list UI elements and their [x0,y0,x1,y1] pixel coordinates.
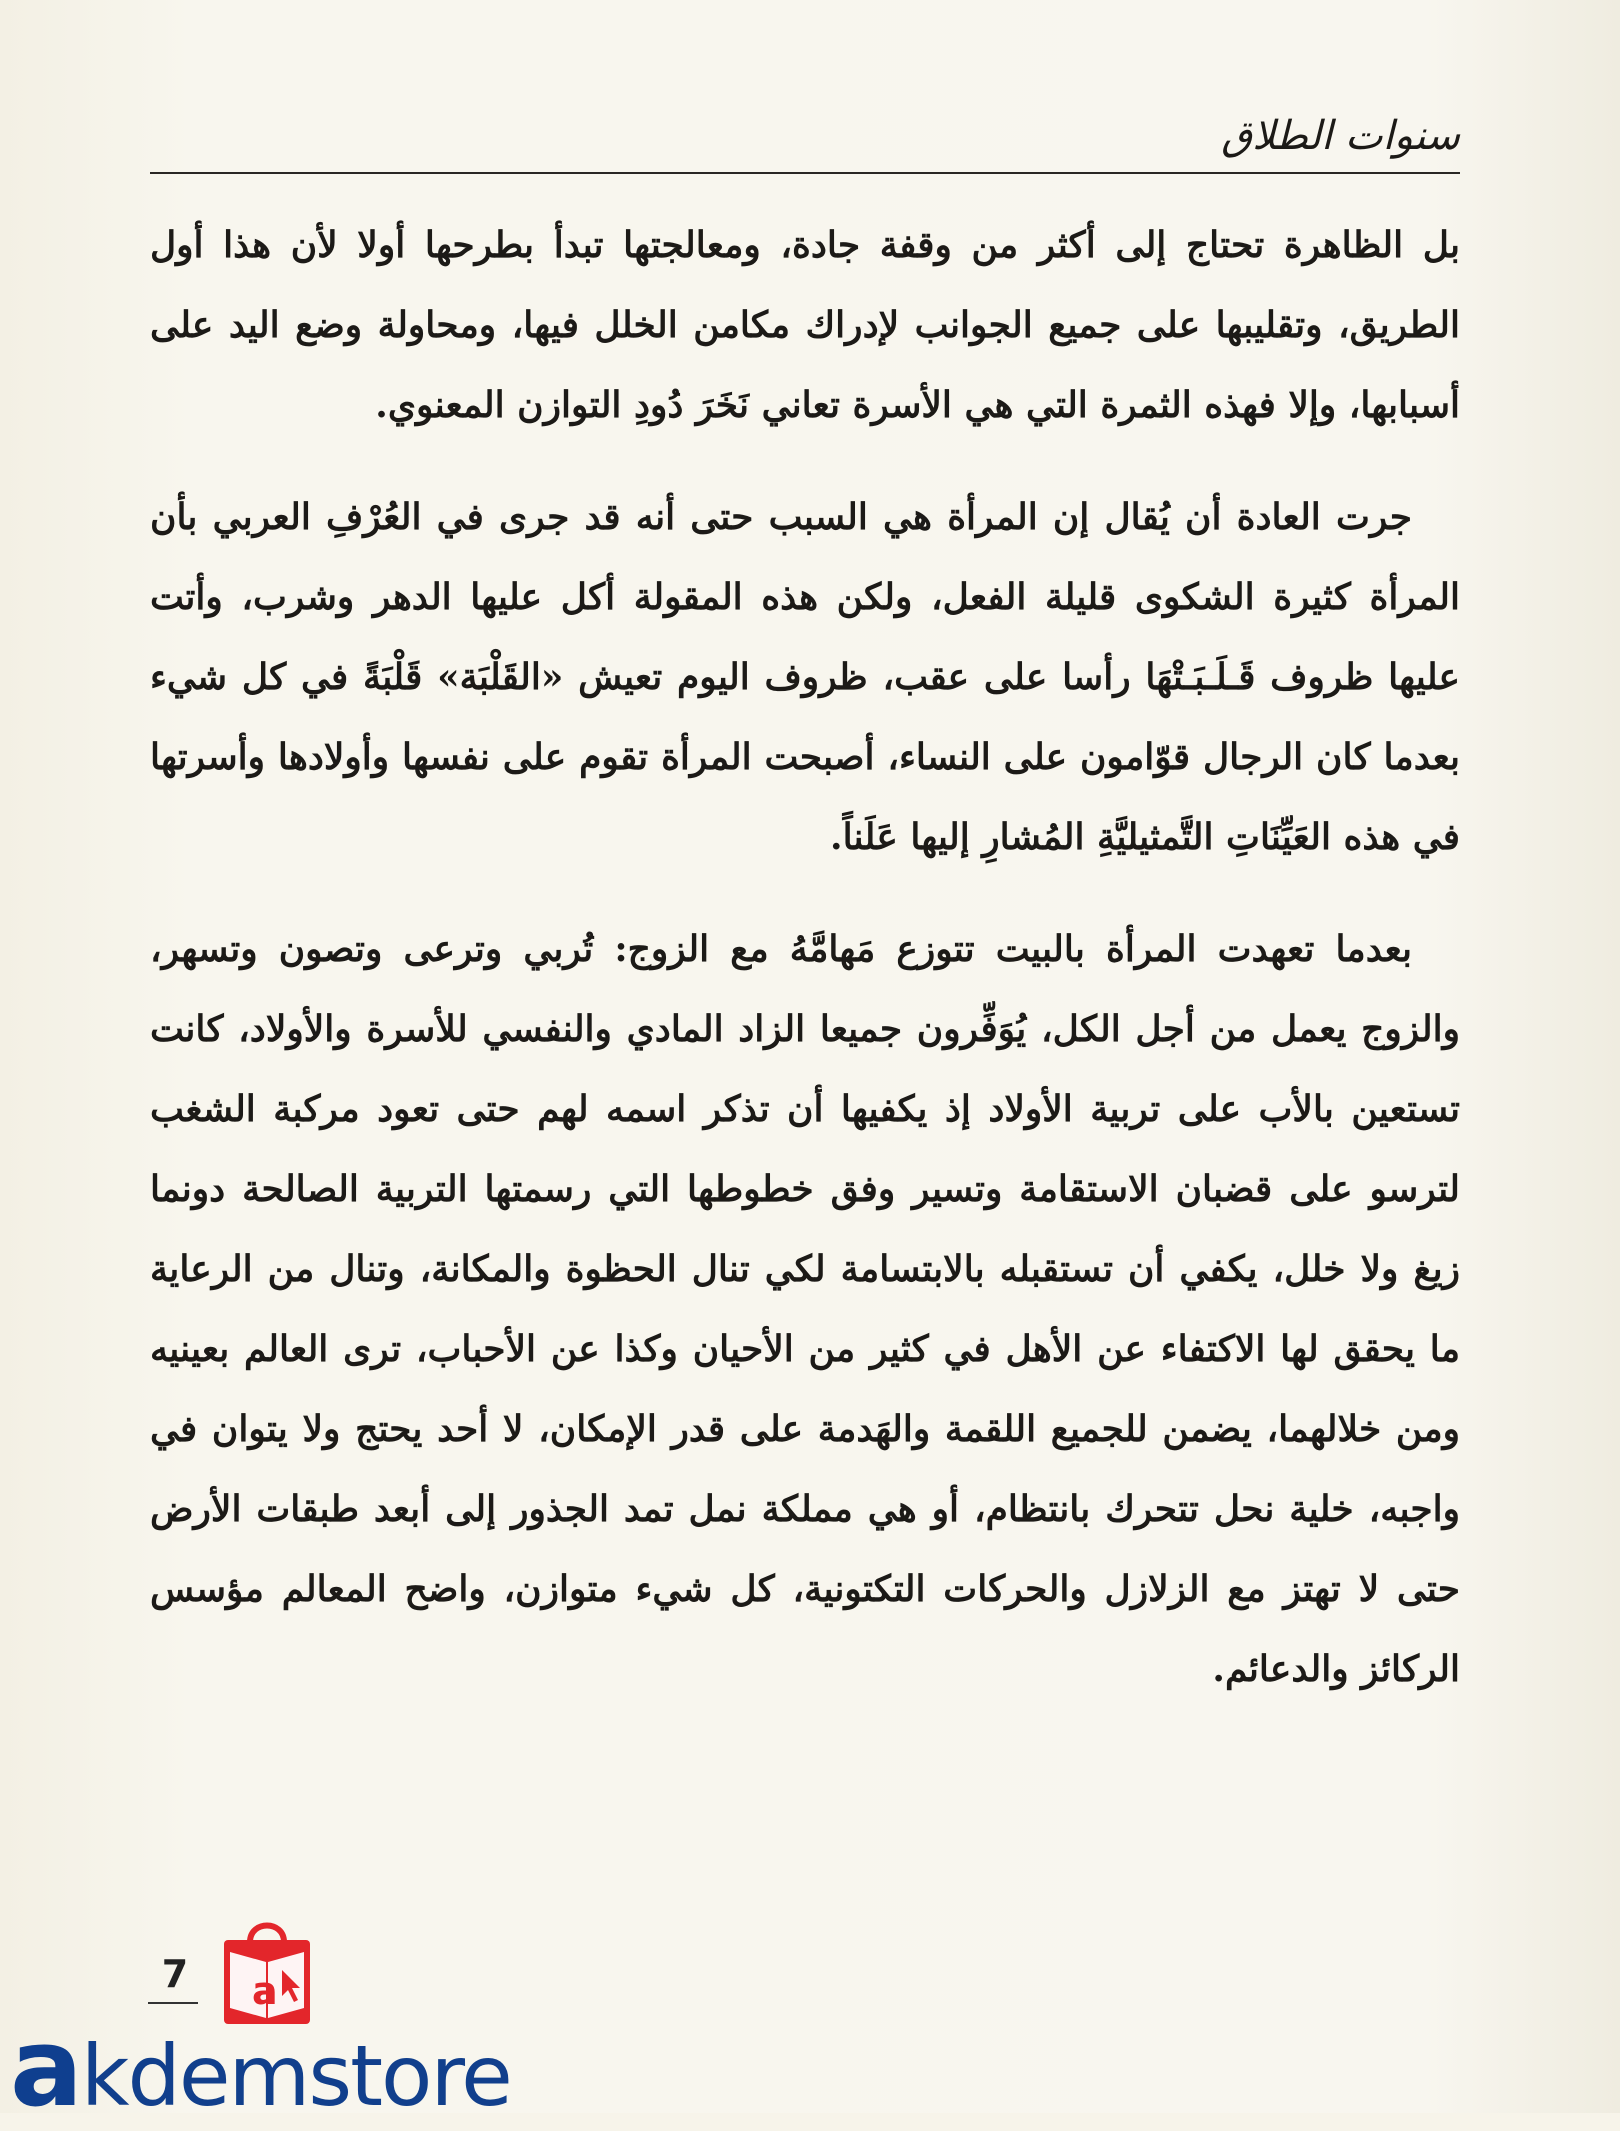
page-number-rule [148,2002,198,2004]
paragraph-3: بعدما تعهدت المرأة بالبيت تتوزع مَهامَّهُ مع الزوج: تُربي وترعى وتصون وتسهر، والزوج يعمل من أجل الكل، يُوَفِّرون جميعا الزاد المادي والنفسي للأسرة والأولاد، كانت تستعين بالأب على تربية الأولاد إذ يكفيها أن تذكر اسمه لهم حتى تعود مركبة الشغب لترسو على قضبان الاستقامة وتسير وفق خطوطها التي رسمتها التربية الصالحة دونما زيغ ولا خلل، يكفي أن تستقبله بالابتسامة لكي تنال الحظوة والمكانة، وتنال من الرعاية ما يحقق لها الاكتفاء عن الأهل في كثير من الأحيان وكذا عن الأحباب، ترى العالم بعينيه ومن خلالهما، يضمن للجميع اللقمة والهَدمة على قدر الإمكان، لا أحد يحتج ولا يتوان في واجبه، خلية نحل تتحرك بانتظام، أو هي مملكة نمل تمد الجذور إلى أبعد طبقات الأرض حتى لا تهتز مع الزلازل والحركات التكتونية، كل شيء متوازن، واضح المعالم مؤسس الركائز والدعائم. [150,928,1460,1690]
running-head-title: سنوات الطلاق [150,100,1460,174]
bookstore-logo-icon [212,1912,322,2030]
page-number: 7 [161,1952,189,1996]
paragraph-2: جرت العادة أن يُقال إن المرأة هي السبب حتى أنه قد جرى في العُرْفِ العربي بأن المرأة كثيرة الشكوى قليلة الفعل، ولكن هذه المقولة أكل عليها الدهر وشرب، وأتت عليها ظروف قَـلَـبَـتْهَا رأسا على عقب، ظروف اليوم تعيش «القَلْبَة» قَلْبَةً في كل شيء بعدما كان الرجال قوّامون على النساء، أصبحت المرأة تقوم على نفسها وأولادها وأسرتها في هذه العَيِّنَاتِ التَّمثيليَّةِ المُشارِ إليها عَلَناً. [150,496,1460,858]
watermark-text [10,2006,511,2131]
paragraph-1: بل الظاهرة تحتاج إلى أكثر من وقفة جادة، ومعالجتها تبدأ بطرحها أولا لأن هذا أول الطريق، وتقليبها على جميع الجوانب لإدراك مكامن الخلل فيها، ومحاولة وضع اليد على أسبابها، وإلا فهذه الثمرة التي هي الأسرة تعاني نَخَرَ دُودِ التوازن المعنوي. [150,224,1460,426]
svg-text:a: a [252,1969,278,2013]
watermark-initial: a [10,2006,81,2131]
body-text [150,205,1460,1709]
watermark-rest: kdemstore [80,2027,511,2125]
